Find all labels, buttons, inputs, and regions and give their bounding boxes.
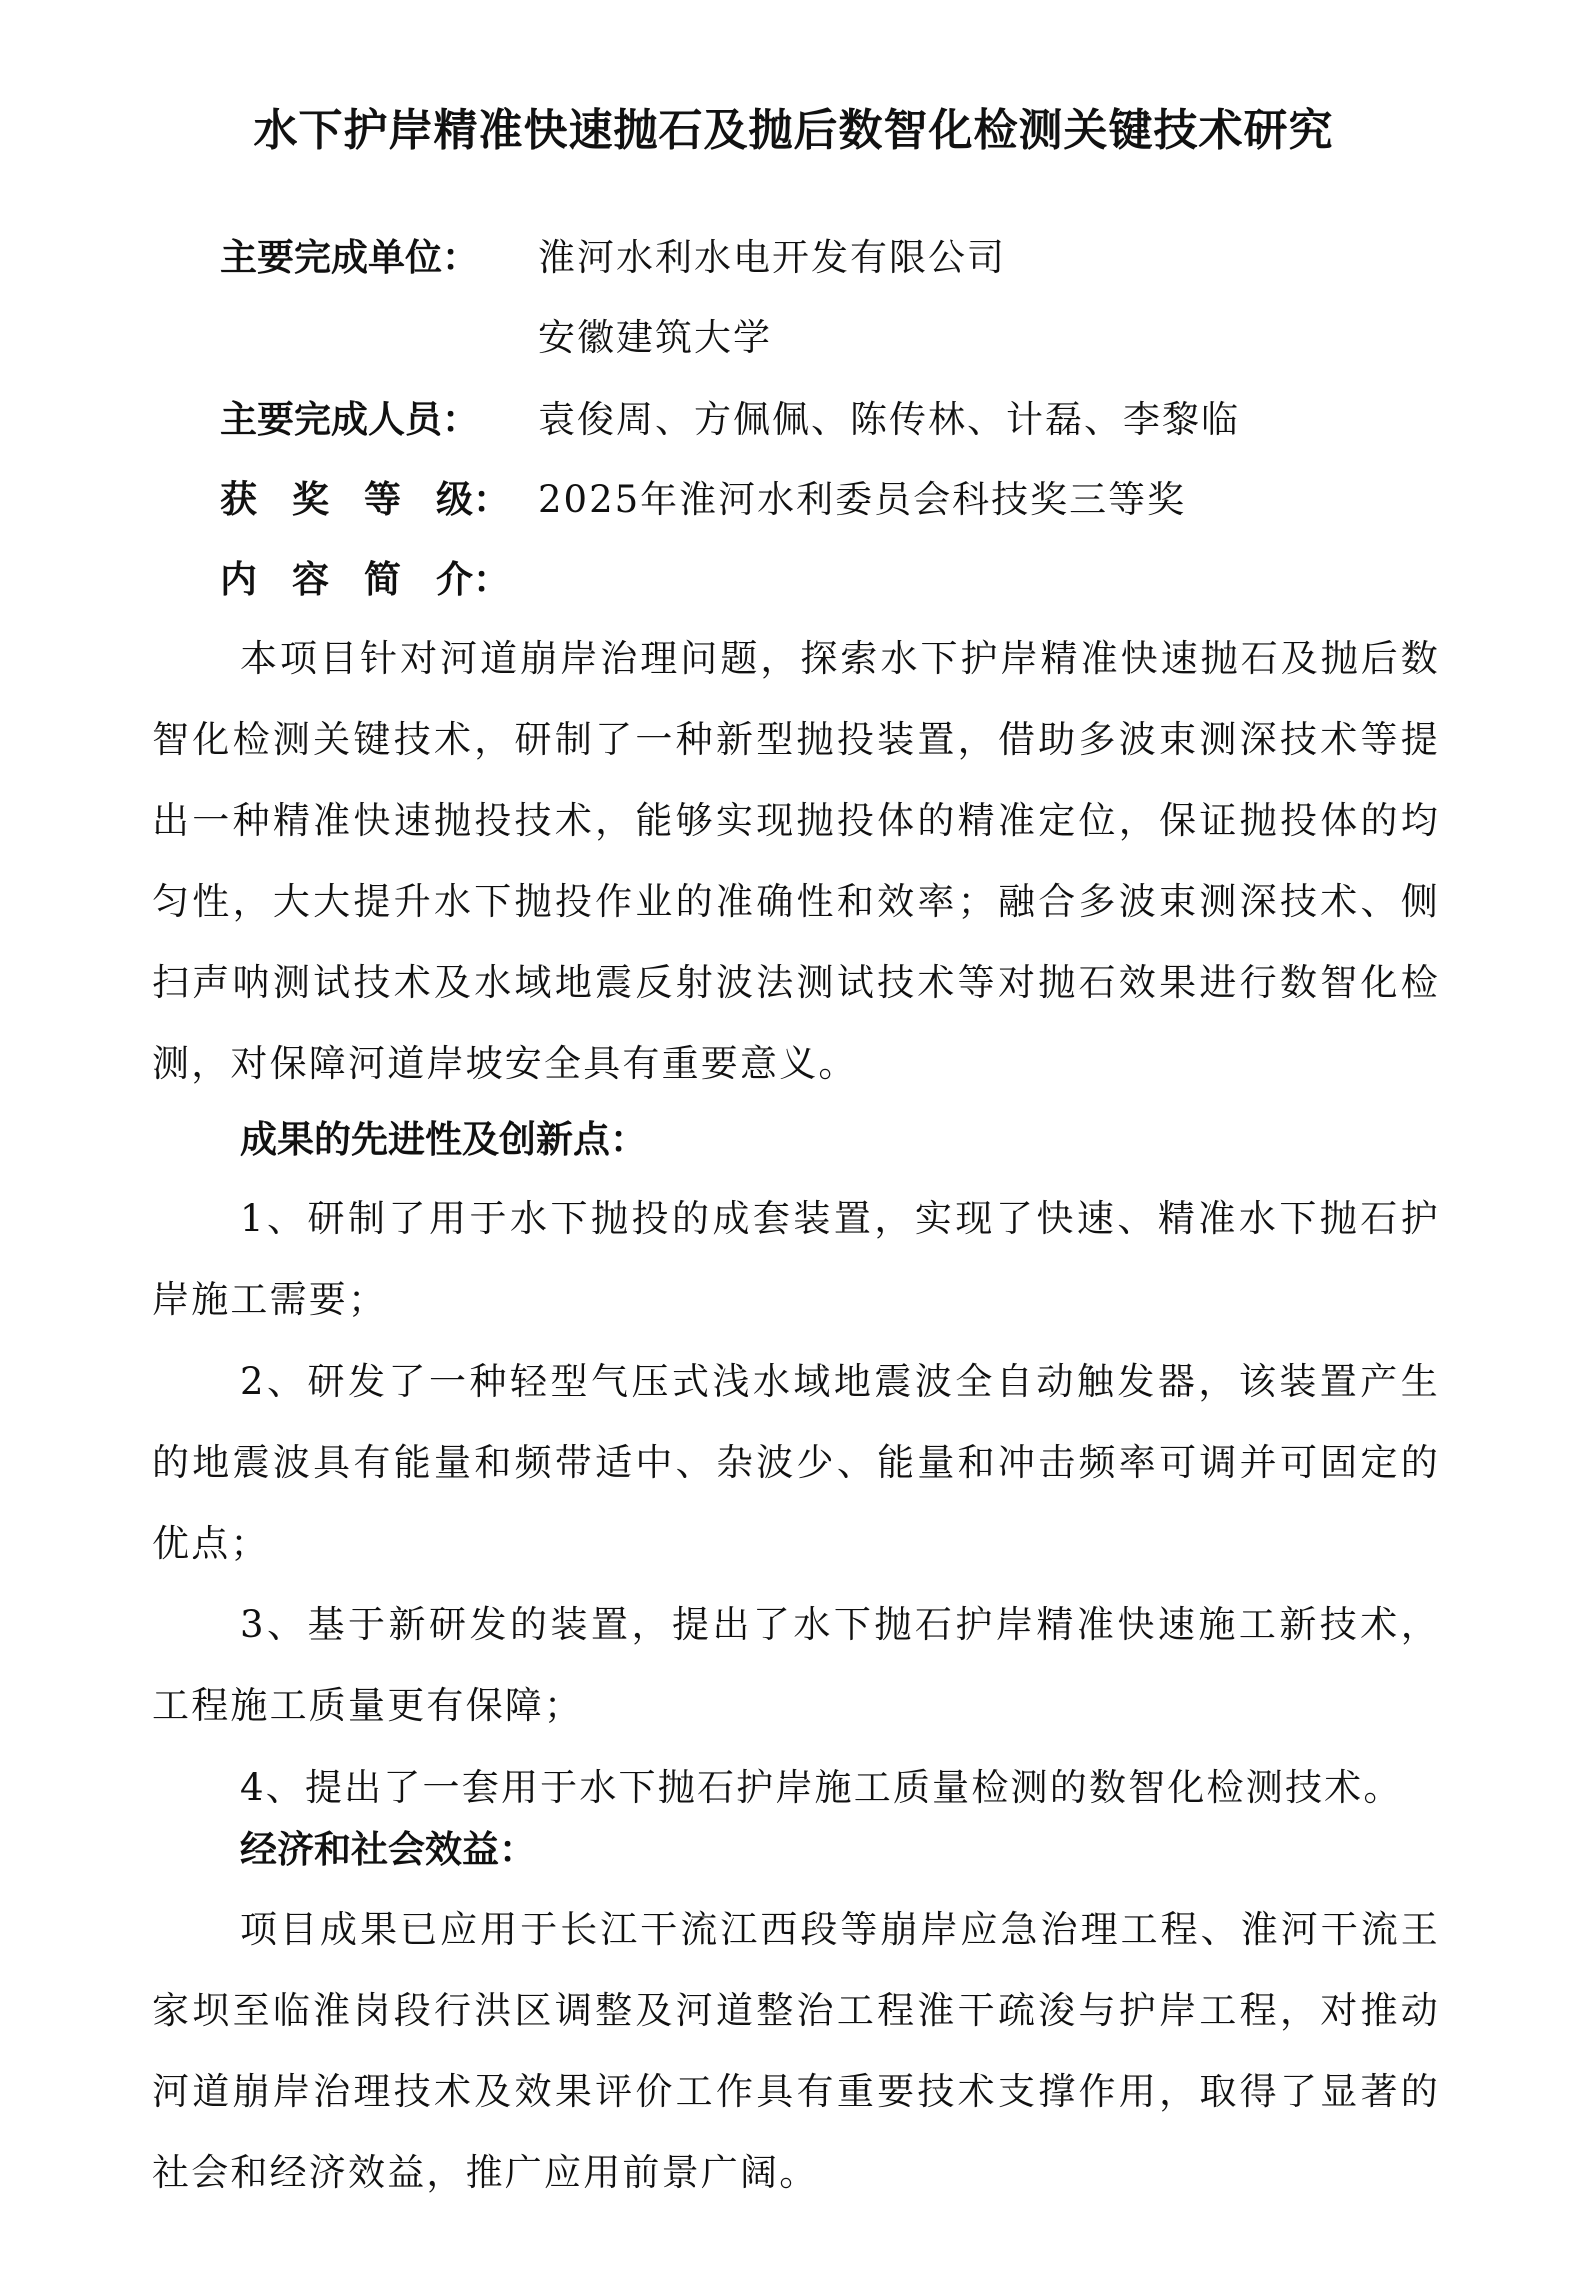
award-label-char: 等 (364, 478, 401, 521)
award-label-char: 奖 (292, 478, 329, 521)
benefits-paragraph: 项目成果已应用于长江干流江西段等崩岸应急治理工程、淮河干流王家坝至临淮岗段行洪区调整及河道整治工程淮干疏浚与护岸工程，对推动河道崩岸治理技术及效果评价工作具有重要技术支撑作用，取得了显著的社会和经济效益，推广应用前景广阔。 (152, 1908, 1440, 2194)
innovation-item-3: 3、基于新研发的装置，提出了水下抛石护岸精准快速施工新技术，工程施工质量更有保障； (152, 1603, 1440, 1727)
units-label: 主要完成单位： (220, 236, 479, 279)
award-label-char: 级： (436, 478, 510, 521)
intro-label-char: 介： (436, 558, 510, 601)
innovation-heading: 成果的先进性及创新点： (240, 1118, 647, 1161)
document-title: 水下护岸精准快速抛石及抛后数智化检测关键技术研究 (253, 105, 1334, 156)
award-value: 2025年淮河水利委员会科技奖三等奖 (538, 478, 1187, 521)
benefits-heading: 经济和社会效益： (240, 1828, 536, 1871)
intro-label (220, 550, 510, 610)
innovation-item-4: 4、提出了一套用于水下抛石护岸施工质量检测的数智化检测技术。 (240, 1766, 1403, 1809)
award-label-char: 获 (220, 478, 257, 521)
unit-name-1: 淮河水利水电开发有限公司 (538, 236, 1006, 279)
intro-paragraph: 本项目针对河道崩岸治理问题，探索水下护岸精准快速抛石及抛后数智化检测关键技术，研制了一种新型抛投装置，借助多波束测深技术等提出一种精准快速抛投技术，能够实现抛投体的精准定位，保证抛投体的均匀性，大大提升水下抛投作业的准确性和效率；融合多波束测深技术、侧扫声呐测试技术及水域地震反射波法测试技术等对抛石效果进行数智化检测，对保障河道岸坡安全具有重要意义。 (152, 637, 1440, 1085)
intro-label-char: 内 (220, 558, 257, 601)
intro-label-char: 容 (292, 558, 329, 601)
innovation-item-2: 2、研发了一种轻型气压式浅水域地震波全自动触发器，该装置产生的地震波具有能量和频带适中、杂波少、能量和冲击频率可调并可固定的优点； (152, 1360, 1440, 1565)
award-label (220, 470, 510, 530)
innovation-item-1: 1、研制了用于水下抛投的成套装置，实现了快速、精准水下抛石护岸施工需要； (152, 1197, 1440, 1321)
intro-label-char: 简 (364, 558, 401, 601)
people-list: 袁俊周、方佩佩、陈传林、计磊、李黎临 (538, 398, 1240, 441)
people-label: 主要完成人员： (220, 398, 479, 441)
unit-name-2: 安徽建筑大学 (538, 316, 772, 359)
